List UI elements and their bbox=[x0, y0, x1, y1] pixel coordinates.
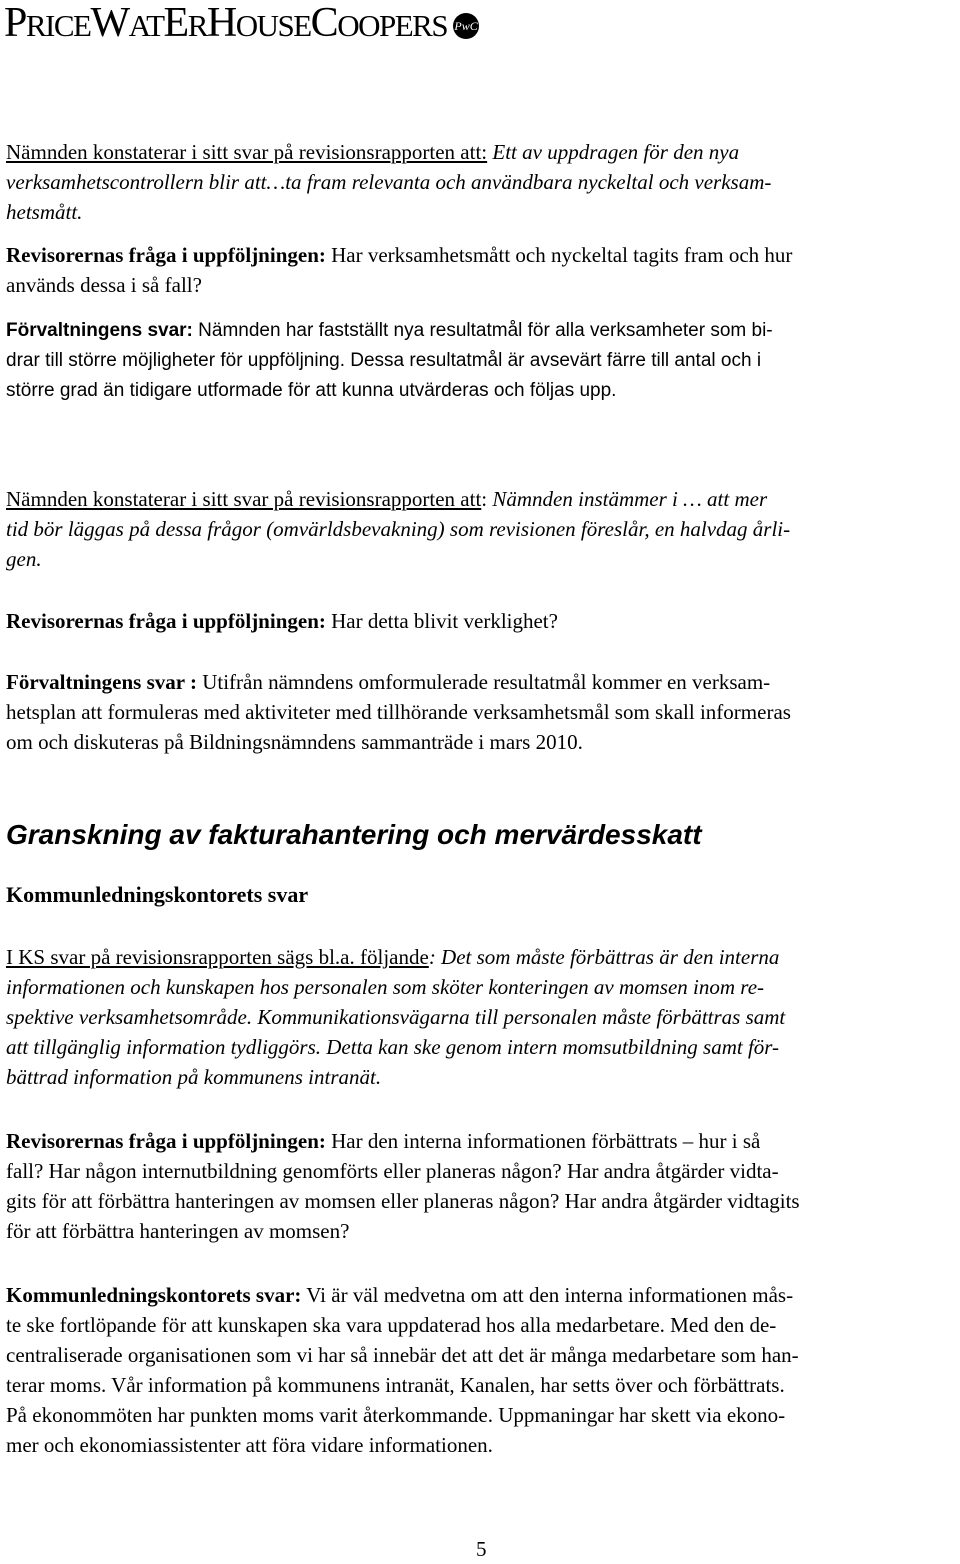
company-logo bbox=[4, 2, 479, 47]
quote-text: : Det som måste förbättras är den interna bbox=[428, 945, 780, 969]
quote-text: att tillgänglig information tydliggörs. Detta kan ske genom intern momsutbildning samt för- bbox=[6, 1035, 780, 1059]
logo-letter: C bbox=[310, 0, 338, 46]
answer-text: På ekonommöten har punkten moms varit återkommande. Uppmaningar har skett via ekono- bbox=[6, 1403, 786, 1427]
quote-text: bättrad information på kommunens intranät. bbox=[6, 1065, 382, 1089]
quote-text: tid bör läggas på dessa frågor (omvärldsbevakning) som revisionen föreslår, en halvdag årli- bbox=[6, 517, 791, 541]
question-text: Har den interna informationen förbättrats – hur i så bbox=[325, 1129, 761, 1153]
quote-text: verksamhetscontrollern blir att…ta fram relevanta och användbara nyckeltal och verksam- bbox=[6, 170, 772, 194]
paragraph-forvaltningens-svar-1 bbox=[6, 316, 954, 406]
quote-text: Nämnden instämmer i … att mer bbox=[492, 487, 768, 511]
logo-letter: E bbox=[163, 0, 188, 46]
answer-text: te ske fortlöpande för att kunskapen ska vara uppdaterad hos alla medarbetare. Med den de- bbox=[6, 1313, 777, 1337]
paragraph-forvaltningens-svar-2 bbox=[6, 667, 954, 757]
answer-text: drar till större möjligheter för uppföljning. Dessa resultatmål är avsevärt färre till antal och i bbox=[6, 350, 762, 371]
paragraph-revisorernas-fraga-2 bbox=[6, 606, 954, 636]
answer-text: om och diskuteras på Bildningsnämndens sammanträde i mars 2010. bbox=[6, 730, 583, 754]
paragraph-lead: I KS svar på revisionsrapporten sägs bl.a. följande bbox=[6, 945, 429, 969]
paragraph-kommunledningskontorets-svar bbox=[6, 1280, 954, 1460]
punctuation: : bbox=[481, 487, 493, 511]
logo-letter: W bbox=[90, 0, 129, 46]
logo-letters: AT bbox=[128, 8, 164, 43]
question-text: för att förbättra hanteringen av momsen? bbox=[6, 1219, 350, 1243]
logo-letter: P bbox=[4, 0, 26, 46]
answer-text: Utifrån nämndens omformulerade resultatmål kommer en verksam- bbox=[196, 670, 771, 694]
question-text: gits för att förbättra hanteringen av momsen eller planeras någon? Har andra åtgärder vidtagits bbox=[6, 1189, 800, 1213]
section-heading: Granskning av fakturahantering och mervärdesskatt bbox=[6, 819, 702, 850]
paragraph-lead: Nämnden konstaterar i sitt svar på revisionsrapporten att bbox=[6, 487, 482, 511]
quote-text: informationen och kunskapen hos personalen som sköter konteringen av momsen inom re- bbox=[6, 975, 765, 999]
answer-text: hetsplan att formuleras med aktiviteter med tillhörande verksamhetsmål som skall informeras bbox=[6, 700, 791, 724]
paragraph-revisorernas-fraga-1 bbox=[6, 240, 954, 300]
paragraph-ks-svar bbox=[6, 942, 954, 1092]
question-text: fall? Har någon internutbildning genomförts eller planeras någon? Har andra åtgärder vidta- bbox=[6, 1159, 779, 1183]
answer-label: Förvaltningens svar : bbox=[6, 670, 197, 694]
answer-text: större grad än tidigare utformade för att kunna utvärderas och följas upp. bbox=[6, 380, 617, 401]
answer-text: centraliserade organisationen som vi har så innebär det att det är många medarbetare som han- bbox=[6, 1343, 799, 1367]
logo-letter: R bbox=[187, 8, 207, 43]
paragraph-lead: Nämnden konstaterar i sitt svar på revisionsrapporten att: bbox=[6, 140, 488, 164]
answer-text: Nämnden har fastställt nya resultatmål för alla verksamheter som bi- bbox=[192, 320, 773, 341]
subsection-heading: Kommunledningskontorets svar bbox=[6, 882, 309, 907]
question-text: Har verksamhetsmått och nyckeltal tagits fram och hur bbox=[325, 243, 793, 267]
answer-label: Kommunledningskontorets svar: bbox=[6, 1283, 302, 1307]
question-label: Revisorernas fråga i uppföljningen: bbox=[6, 1129, 326, 1153]
logo-letters: OOPERS bbox=[337, 8, 448, 43]
quote-text: spektive verksamhetsområde. Kommunikationsvägarna till personalen måste förbättras samt bbox=[6, 1005, 786, 1029]
question-label: Revisorernas fråga i uppföljningen: bbox=[6, 243, 326, 267]
logo-badge: PwC bbox=[453, 13, 479, 39]
page-number: 5 bbox=[476, 1537, 487, 1561]
question-text: används dessa i så fall? bbox=[6, 273, 202, 297]
paragraph-revisorernas-fraga-3 bbox=[6, 1126, 954, 1246]
answer-text: terar moms. Vår information på kommunens intranät, Kanalen, har setts över och förbättrats. bbox=[6, 1373, 785, 1397]
logo-letters: RICE bbox=[25, 8, 91, 43]
paragraph-namnden-konstaterar-1 bbox=[6, 137, 954, 227]
question-label: Revisorernas fråga i uppföljningen: bbox=[6, 609, 326, 633]
quote-text: hetsmått. bbox=[6, 200, 83, 224]
quote-text: Ett av uppdragen för den nya bbox=[487, 140, 740, 164]
question-text: Har detta blivit verklighet? bbox=[325, 609, 558, 633]
quote-text: gen. bbox=[6, 547, 42, 571]
logo-letter: H bbox=[206, 0, 236, 46]
answer-text: mer och ekonomiassistenter att föra vidare informationen. bbox=[6, 1433, 493, 1457]
logo-letters: OUSE bbox=[235, 8, 311, 43]
paragraph-namnden-konstaterar-2 bbox=[6, 484, 954, 574]
answer-label: Förvaltningens svar: bbox=[6, 320, 193, 341]
answer-text: Vi är väl medvetna om att den interna informationen mås- bbox=[301, 1283, 794, 1307]
